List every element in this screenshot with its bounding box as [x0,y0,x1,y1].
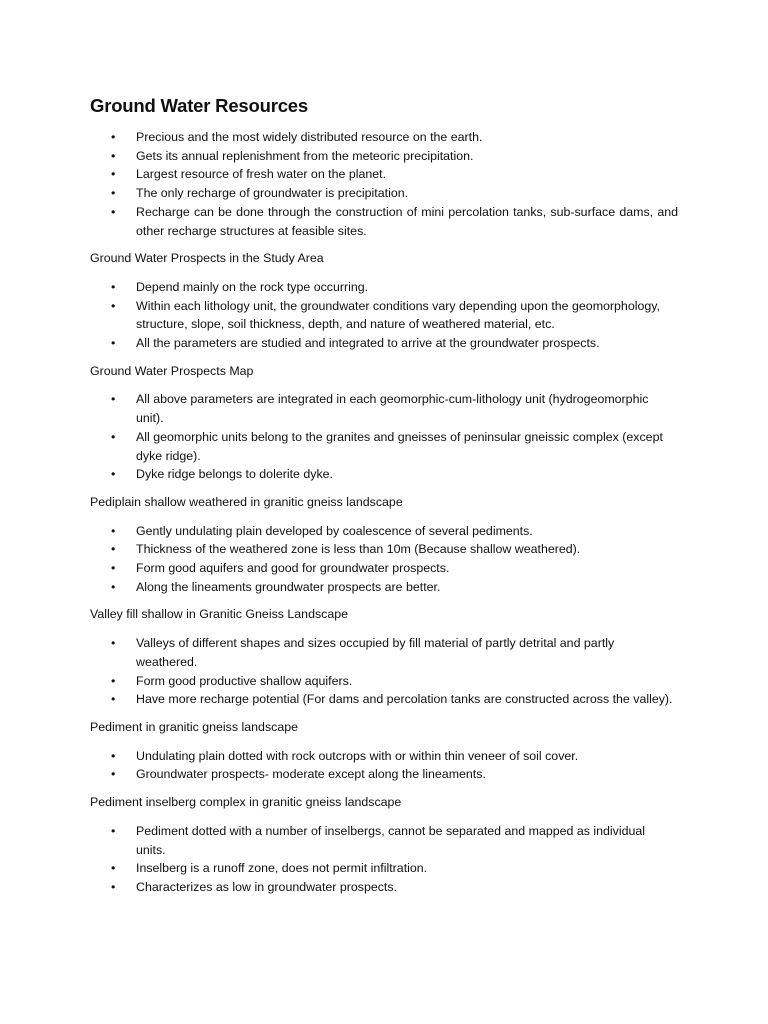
list-item-text: Dyke ridge belongs to dolerite dyke. [136,467,333,482]
section-heading-pediplain: Pediplain shallow weathered in granitic gneiss landscape [90,494,403,509]
bullet-icon: • [111,429,116,444]
list-item [90,203,678,240]
list-item [90,334,678,353]
list-item [90,278,678,297]
list-item-text: All geomorphic units belong to the granites and gneisses of peninsular gneissic complex (except dyke ridge). [136,429,663,463]
list-item-text: All the parameters are studied and integrated to arrive at the groundwater prospects. [136,336,600,351]
list-item [90,128,678,147]
intro-bullet-list [90,128,678,240]
bullet-icon: • [111,467,116,482]
list-item-text: Undulating plain dotted with rock outcrops with or within thin veneer of soil cover. [136,748,579,763]
prospects-map-bullet-list [90,390,678,484]
list-item [90,747,678,766]
list-item [90,765,678,784]
list-item [90,147,678,166]
pediment-bullet-list [90,747,678,784]
list-item [90,297,678,334]
list-item-text: The only recharge of groundwater is precipitation. [136,186,409,201]
list-item-text: All above parameters are integrated in each geomorphic-cum-lithology unit (hydrogeomorphic unit). [136,392,649,426]
list-item-text: Precious and the most widely distributed resource on the earth. [136,130,483,144]
bullet-icon: • [111,204,116,219]
list-item [90,390,678,427]
list-item [90,165,678,184]
bullet-icon: • [111,392,116,407]
bullet-icon: • [111,186,116,201]
section-heading-pediment: Pediment in granitic gneiss landscape [90,719,299,734]
list-item-text: Largest resource of fresh water on the planet. [136,167,387,182]
list-item-text: Form good productive shallow aquifers. [136,673,353,688]
list-item [90,672,678,691]
bullet-icon: • [111,879,116,894]
page-title: Ground Water Resources [90,95,308,116]
list-item-text: Groundwater prospects- moderate except along the lineaments. [136,767,486,782]
bullet-icon: • [111,279,116,294]
list-item [90,184,678,203]
list-item-text: Within each lithology unit, the groundwater conditions vary depending upon the geomorphology, structure, slope, soil thickness, depth, and nature of weathered material, etc. [136,298,660,332]
list-item [90,578,678,597]
list-item [90,465,678,484]
bullet-icon: • [111,167,116,182]
list-item-text: Have more recharge potential (For dams and percolation tanks are constructed across the valley). [136,692,673,707]
section-heading-valley-fill: Valley fill shallow in Granitic Gneiss Landscape [90,607,349,622]
inselberg-bullet-list [90,822,678,897]
bullet-icon: • [111,148,116,163]
list-item-text: Pediment dotted with a number of inselbergs, cannot be separated and mapped as individual units. [136,823,646,857]
list-item [90,559,678,578]
list-item-text: Gets its annual replenishment from the meteoric precipitation. [136,148,474,163]
list-item-text: Valleys of different shapes and sizes occupied by fill material of partly detrital and partly weathered. [136,636,615,669]
bullet-icon: • [111,748,116,763]
study-area-bullet-list [90,278,678,353]
list-item-text: Depend mainly on the rock type occurring. [136,279,369,294]
bullet-icon: • [111,336,116,351]
list-item [90,540,678,559]
list-item-text: Recharge can be done through the construction of mini percolation tanks, sub-surface dams, and other recharge structures at feasible sites. [136,204,678,238]
bullet-icon: • [111,130,116,144]
document-page [90,94,678,897]
bullet-icon: • [111,636,116,651]
list-item-text: Inselberg is a runoff zone, does not permit infiltration. [136,861,428,876]
list-item [90,522,678,541]
bullet-icon: • [111,561,116,576]
list-item-text: Form good aquifers and good for groundwater prospects. [136,561,450,576]
list-item [90,428,678,465]
list-item-text: Along the lineaments groundwater prospects are better. [136,579,441,594]
bullet-icon: • [111,673,116,688]
list-item [90,859,678,878]
bullet-icon: • [111,861,116,876]
bullet-icon: • [111,823,116,838]
bullet-icon: • [111,692,116,707]
list-item [90,634,678,671]
list-item-text: Gently undulating plain developed by coalescence of several pediments. [136,523,533,538]
list-item-text: Thickness of the weathered zone is less than 10m (Because shallow weathered). [136,542,581,557]
bullet-icon: • [111,523,116,538]
list-item [90,822,678,859]
pediplain-bullet-list [90,522,678,597]
bullet-icon: • [111,298,116,313]
section-heading-study-area: Ground Water Prospects in the Study Area [90,251,324,266]
section-heading-inselberg: Pediment inselberg complex in granitic gneiss landscape [90,795,402,810]
list-item [90,878,678,897]
bullet-icon: • [111,767,116,782]
section-heading-prospects-map: Ground Water Prospects Map [90,363,254,378]
bullet-icon: • [111,542,116,557]
bullet-icon: • [111,579,116,594]
valley-fill-bullet-list [90,634,678,709]
list-item-text: Characterizes as low in groundwater prospects. [136,879,398,894]
list-item [90,690,678,709]
